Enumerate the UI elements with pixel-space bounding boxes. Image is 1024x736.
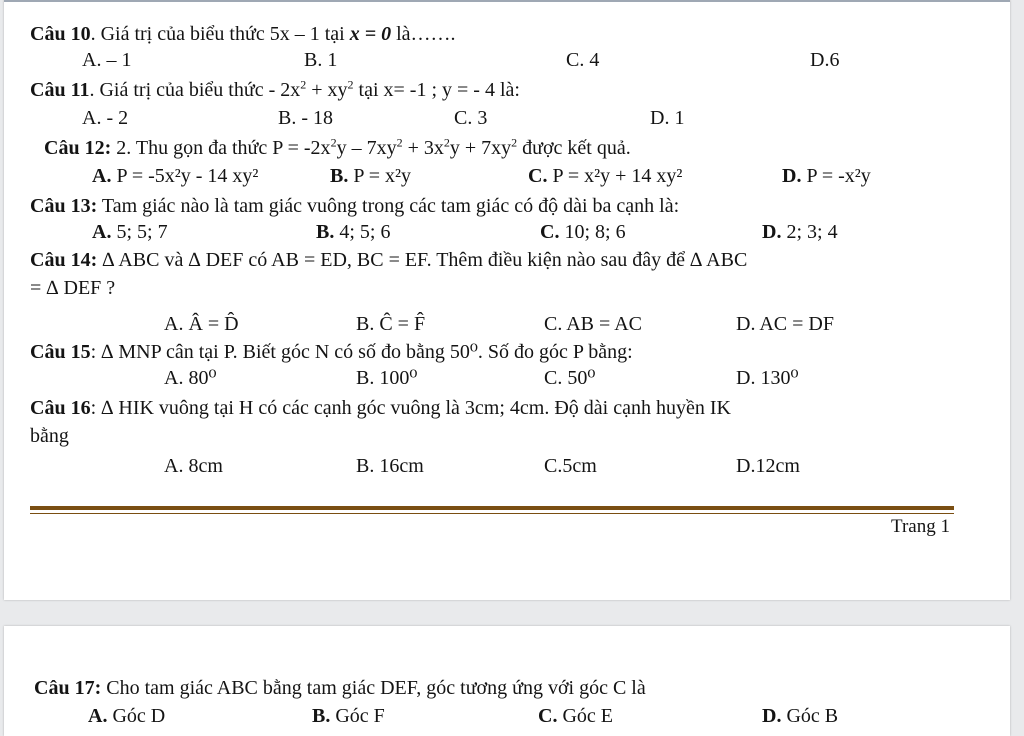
question-text: Cho tam giác ABC bằng tam giác DEF, góc tương ứng với góc C là bbox=[101, 677, 646, 699]
question-label: Câu 17: bbox=[34, 677, 102, 699]
option-d: D. Góc B bbox=[762, 705, 839, 727]
question-10 bbox=[30, 22, 456, 46]
option-a: A. Góc D bbox=[88, 705, 166, 727]
viewer-scroll-gutter[interactable] bbox=[1014, 0, 1024, 728]
option-d: D. P = -x²y bbox=[782, 165, 871, 187]
question-label: Câu 15 bbox=[30, 341, 91, 363]
option-a: A. 8cm bbox=[164, 455, 223, 477]
option-c: C. 4 bbox=[566, 49, 600, 71]
question-text-var: x = 0 bbox=[349, 23, 392, 45]
question-16 bbox=[30, 396, 731, 420]
option-c: C. 10; 8; 6 bbox=[540, 221, 626, 243]
question-label: Câu 14: bbox=[30, 249, 98, 271]
question-text-2: y – 7xy bbox=[336, 137, 397, 159]
option-c: C. 3 bbox=[454, 107, 488, 129]
document-page-1 bbox=[4, 0, 1010, 600]
option-a: A. Â = D̂ bbox=[164, 313, 239, 335]
question-text: : ∆ MNP cân tại P. Biết góc N có số đo bằng 50⁰. Số đo góc P bằng: bbox=[90, 341, 633, 363]
option-b: B. 100⁰ bbox=[356, 367, 418, 389]
question-text: ∆ ABC và ∆ DEF có AB = ED, BC = EF. Thêm điều kiện nào sau đây để ∆ ABC bbox=[97, 249, 748, 271]
question-text-3: tại x= -1 ; y = - 4 là: bbox=[353, 79, 520, 101]
question-label: Câu 11 bbox=[30, 79, 90, 101]
footer-rule-thick bbox=[30, 506, 954, 510]
footer-rule-thin bbox=[30, 513, 954, 514]
option-a: A. P = -5x²y - 14 xy² bbox=[92, 165, 259, 187]
question-13 bbox=[30, 194, 679, 218]
option-c: C.5cm bbox=[544, 455, 597, 477]
question-text: : ∆ HIK vuông tại H có các cạnh góc vuông là 3cm; 4cm. Độ dài cạnh huyền IK bbox=[90, 397, 731, 419]
option-d: D. AC = DF bbox=[736, 313, 834, 335]
option-a: A. – 1 bbox=[82, 49, 132, 71]
question-14 bbox=[30, 248, 747, 272]
question-text: 2. Thu gọn đa thức P = -2x bbox=[111, 137, 331, 159]
option-d: D. 1 bbox=[650, 107, 685, 129]
option-d: D.6 bbox=[810, 49, 840, 71]
page-number: Trang 1 bbox=[891, 516, 950, 537]
option-a: A. - 2 bbox=[82, 107, 129, 129]
option-d: D. 130⁰ bbox=[736, 367, 799, 389]
question-text: . Giá trị của biểu thức - 2x bbox=[89, 79, 301, 101]
option-c: C. P = x²y + 14 xy² bbox=[528, 165, 683, 187]
question-12: Câu 12: 2. Thu gọn đa thức $P = -2x^2y - 7xy^2 + 3x^2y + 7xy^2$ được kết quả. bbox=[44, 135, 631, 159]
question-16-line-2: bằng bbox=[30, 425, 69, 447]
question-text-3: + 3x bbox=[402, 137, 444, 159]
option-d: D.12cm bbox=[736, 455, 800, 477]
question-text-5: được kết quả. bbox=[517, 137, 631, 159]
question-text: Tam giác nào là tam giác vuông trong các tam giác có độ dài ba cạnh là: bbox=[97, 195, 680, 217]
option-c: C. 50⁰ bbox=[544, 367, 596, 389]
question-text: . Giá trị của biểu thức 5x – 1 tại bbox=[90, 23, 350, 45]
option-a: A. 80⁰ bbox=[164, 367, 217, 389]
option-b: B. 1 bbox=[304, 49, 338, 71]
question-14-line-2: = ∆ DEF ? bbox=[30, 277, 116, 299]
option-d: D. 2; 3; 4 bbox=[762, 221, 838, 243]
option-c: C. AB = AC bbox=[544, 313, 642, 335]
option-a: A. 5; 5; 7 bbox=[92, 221, 168, 243]
option-b: B. Góc F bbox=[312, 705, 385, 727]
option-b: B. Ĉ = F̂ bbox=[356, 313, 426, 335]
question-label: Câu 12: bbox=[44, 137, 112, 159]
document-page-2 bbox=[4, 626, 1010, 736]
question-label: Câu 10 bbox=[30, 23, 91, 45]
question-label: Câu 16 bbox=[30, 397, 91, 419]
question-17 bbox=[34, 676, 646, 700]
option-b: B. - 18 bbox=[278, 107, 334, 129]
question-11: Câu 11. Giá trị của biểu thức - $2x^2 + xy^2$ tại x= -1 ; y = - 4 là: bbox=[30, 77, 520, 101]
question-text-2: + xy bbox=[306, 79, 348, 101]
question-text-end: là……. bbox=[391, 23, 456, 45]
question-text-4: y + 7xy bbox=[449, 137, 512, 159]
option-c: C. Góc E bbox=[538, 705, 613, 727]
option-b: B. 4; 5; 6 bbox=[316, 221, 391, 243]
option-b: B. 16cm bbox=[356, 455, 424, 477]
question-label: Câu 13: bbox=[30, 195, 98, 217]
question-15 bbox=[30, 340, 633, 364]
option-b: B. P = x²y bbox=[330, 165, 411, 187]
